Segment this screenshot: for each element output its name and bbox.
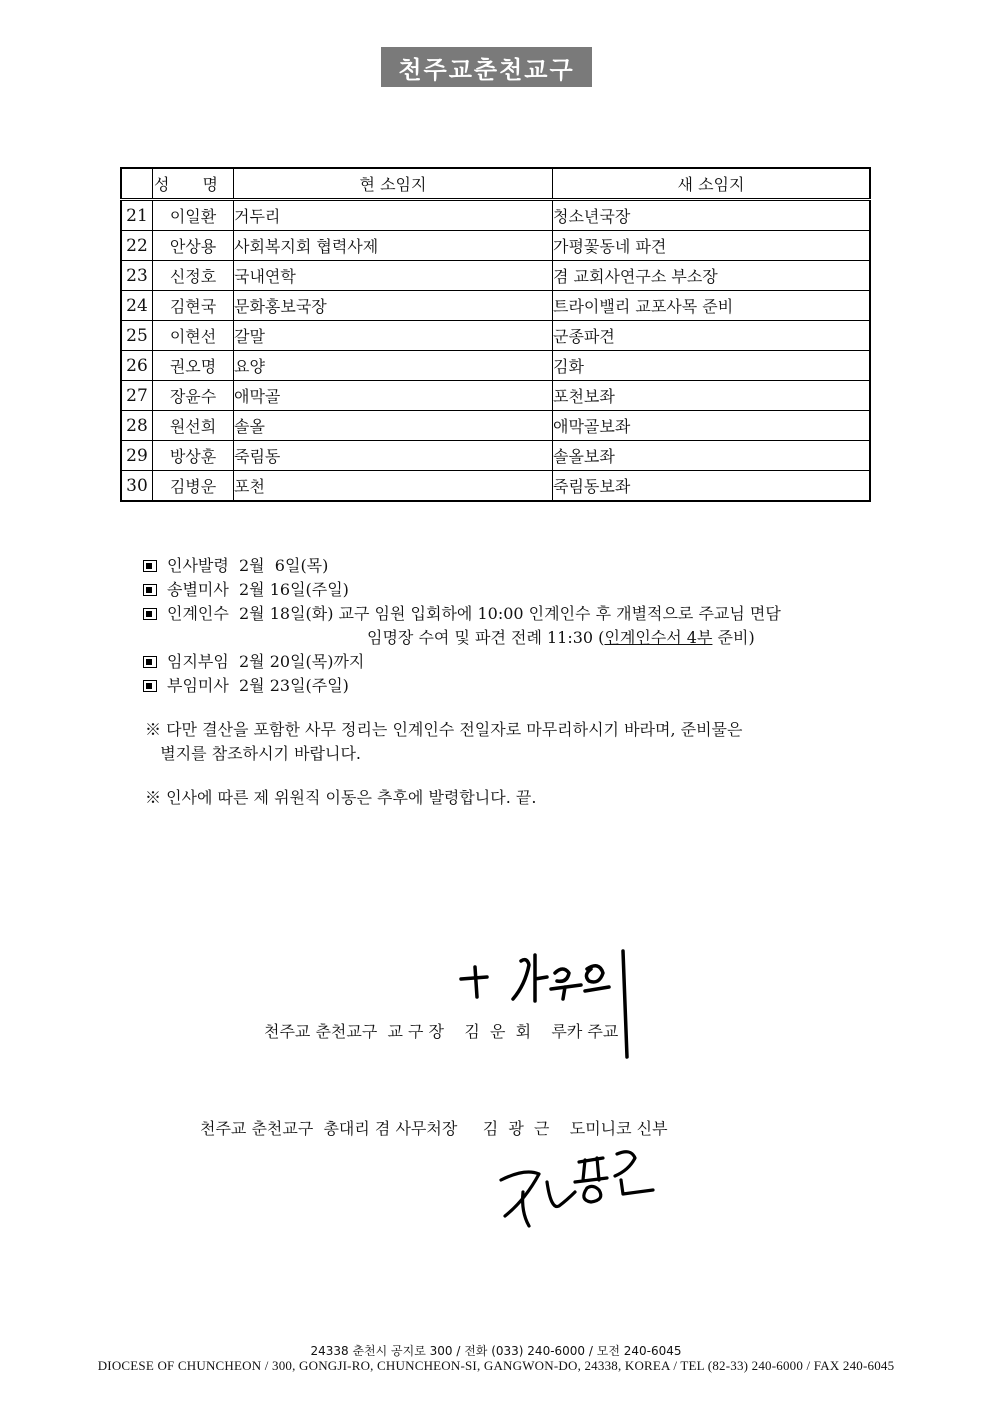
cell-current-post: 요양 [234, 351, 553, 381]
cell-new-post: 죽림동보좌 [553, 471, 871, 502]
square-bullet-icon [143, 584, 157, 596]
table-header-row [121, 168, 870, 200]
col-header-name: 성 명 [153, 168, 234, 200]
list-item: 인계인수 2월 18일(화) 교구 임원 입회하에 10:00 인계인수 후 개별적으로 주교님 면담 [143, 602, 883, 626]
cell-new-post: 군종파견 [553, 321, 871, 351]
cell-number: 26 [121, 351, 153, 381]
list-item-continuation: 임명장 수여 및 파견 전례 11:30 (인계인수서 4부 준비) [367, 628, 755, 647]
cell-name: 장윤수 [153, 381, 234, 411]
table-row [121, 471, 870, 502]
cell-new-post: 겸 교회사연구소 부소장 [553, 261, 871, 291]
cell-number: 22 [121, 231, 153, 261]
cell-new-post: 솔올보좌 [553, 441, 871, 471]
square-bullet-icon [143, 560, 157, 572]
cell-current-post: 국내연학 [234, 261, 553, 291]
col-header-current: 현 소임지 [234, 168, 553, 200]
col-header-no [121, 168, 153, 200]
cell-name: 권오명 [153, 351, 234, 381]
cell-name: 이현선 [153, 321, 234, 351]
square-bullet-icon [143, 608, 157, 620]
diocese-logo: 천주교춘천교구 [381, 47, 592, 87]
table-row [121, 321, 870, 351]
bishop-signature-line: 천주교 춘천교구 교 구 장 김 운 회 루카 주교 [264, 1022, 619, 1041]
cell-new-post: 포천보좌 [553, 381, 871, 411]
cell-name: 이일환 [153, 200, 234, 231]
cell-new-post: 애막골보좌 [553, 411, 871, 441]
cell-current-post: 문화홍보국장 [234, 291, 553, 321]
table-row [121, 441, 870, 471]
cell-current-post: 포천 [234, 471, 553, 502]
cell-new-post: 가평꽃동네 파견 [553, 231, 871, 261]
cell-new-post: 트라이밸리 교포사목 준비 [553, 291, 871, 321]
cell-number: 28 [121, 411, 153, 441]
table-row [121, 411, 870, 441]
footer-address-english: DIOCESE OF CHUNCHEON / 300, GONGJI-RO, CHUNCHEON-SI, GANGWON-DO, 24338, KOREA / TEL (82-33) 240-6000 / FAX 240-6045 [97, 1358, 895, 1373]
square-bullet-icon [143, 680, 157, 692]
schedule-list [143, 554, 883, 698]
table-row [121, 261, 870, 291]
col-header-new: 새 소임지 [553, 168, 871, 200]
cell-name: 김현국 [153, 291, 234, 321]
cell-number: 23 [121, 261, 153, 291]
cell-number: 24 [121, 291, 153, 321]
cell-current-post: 사회복지회 협력사제 [234, 231, 553, 261]
cell-new-post: 청소년국장 [553, 200, 871, 231]
cell-current-post: 갈말 [234, 321, 553, 351]
table-row [121, 351, 870, 381]
cell-number: 21 [121, 200, 153, 231]
cell-current-post: 죽림동 [234, 441, 553, 471]
table-row [121, 291, 870, 321]
vicar-signature-line: 천주교 춘천교구 총대리 겸 사무처장 김 광 근 도미니코 신부 [200, 1119, 668, 1138]
cell-name: 방상훈 [153, 441, 234, 471]
list-item: 인사발령 2월 6일(목) [143, 554, 883, 578]
cell-current-post: 솔올 [234, 411, 553, 441]
cell-name: 안상용 [153, 231, 234, 261]
cell-new-post: 김화 [553, 351, 871, 381]
bishop-signature [455, 945, 645, 1060]
table-row [121, 231, 870, 261]
list-item: 부임미사 2월 23일(주일) [143, 674, 883, 698]
cell-number: 29 [121, 441, 153, 471]
square-bullet-icon [143, 656, 157, 668]
list-item: 임지부임 2월 20일(목)까지 [143, 650, 883, 674]
table-row [121, 200, 870, 231]
cell-current-post: 애막골 [234, 381, 553, 411]
cell-number: 27 [121, 381, 153, 411]
personnel-table [120, 167, 871, 502]
cell-number: 25 [121, 321, 153, 351]
vicar-signature [495, 1140, 665, 1235]
list-item: 송별미사 2월 16일(주일) [143, 578, 883, 602]
cell-number: 30 [121, 471, 153, 502]
remark-1: ※ 다만 결산을 포함한 사무 정리는 인계인수 전일자로 마무리하시기 바라며, 준비물은 별지를 참조하시기 바랍니다. [145, 720, 743, 763]
cell-current-post: 거두리 [234, 200, 553, 231]
footer-address-korean: 24338 춘천시 공지로 300 / 전화 (033) 240-6000 / 모전 240-6045 [310, 1344, 682, 1358]
cell-name: 신정호 [153, 261, 234, 291]
cell-name: 김병운 [153, 471, 234, 502]
remark-2: ※ 인사에 따른 제 위원직 이동은 추후에 발령합니다. 끝. [145, 788, 537, 807]
cell-name: 원선희 [153, 411, 234, 441]
table-row [121, 381, 870, 411]
